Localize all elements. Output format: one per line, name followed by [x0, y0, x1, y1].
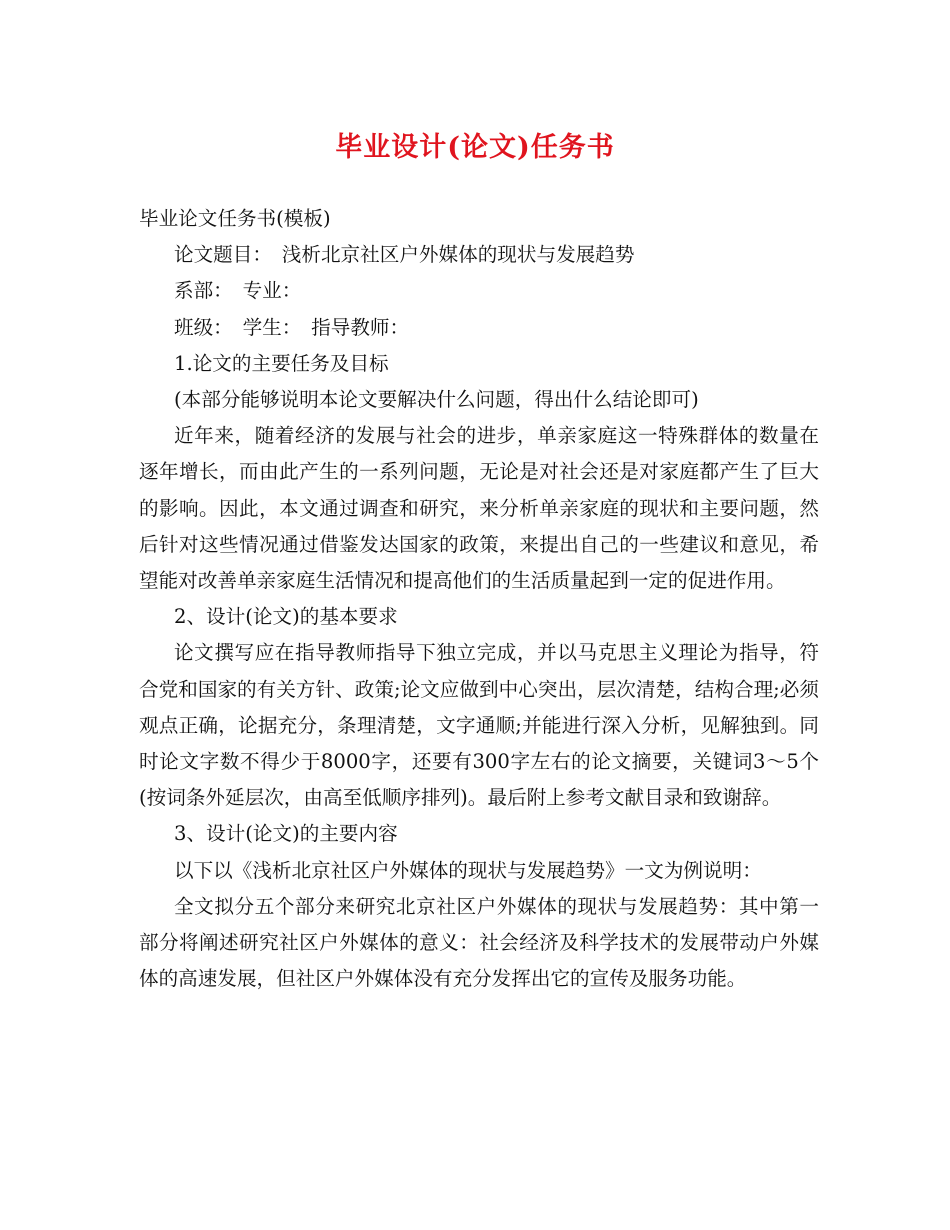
section-heading-3: 3、设计(论文)的主要内容: [174, 822, 398, 846]
document-body: [139, 201, 819, 997]
class-student-advisor-line: 班级： 学生： 指导教师：: [174, 315, 410, 339]
department-major-line: 系部： 专业：: [174, 279, 302, 303]
template-label: 毕业论文任务书(模板): [139, 207, 331, 230]
document-title: 毕业设计(论文)任务书: [335, 132, 615, 163]
section-2-paragraph: 论文撰写应在指导教师指导下独立完成，并以马克思主义理论为指导，符合党和国家的有关方针、政策;论文应做到中心突出，层次清楚，结构合理;必须观点正确，论据充分，条理清楚，文字通顺;并能进行深入分析，见解独到。同时论文字数不得少于8000字，还要有300字左右的论文摘要，关键词3～5个(按词条外延层次，由高至低顺序排列)。最后附上参考文献目录和致谢辞。: [139, 641, 819, 810]
section-3-intro: 以下以《浅析北京社区户外媒体的现状与发展趋势》一文为例说明：: [174, 858, 762, 882]
section-1-note: (本部分能够说明本论文要解决什么问题，得出什么结论即可): [174, 388, 699, 412]
section-heading-2: 2、设计(论文)的基本要求: [174, 605, 398, 629]
section-heading-1: 1.论文的主要任务及目标: [174, 351, 389, 375]
thesis-topic-line: 论文题目： 浅析北京社区户外媒体的现状与发展趋势: [174, 243, 635, 267]
section-3-paragraph: 全文拟分五个部分来研究北京社区户外媒体的现状与发展趋势：其中第一部分将阐述研究社区户外媒体的意义：社会经济及科学技术的发展带动户外媒体的高速发展，但社区户外媒体没有充分发挥出它的宣传及服务功能。: [139, 894, 819, 991]
section-1-paragraph: 近年来，随着经济的发展与社会的进步，单亲家庭这一特殊群体的数量在逐年增长，而由此产生的一系列问题，无论是对社会还是对家庭都产生了巨大的影响。因此，本文通过调查和研究，来分析单亲家庭的现状和主要问题，然后针对这些情况通过借鉴发达国家的政策，来提出自己的一些建议和意见，希望能对改善单亲家庭生活情况和提高他们的生活质量起到一定的促进作用。: [139, 424, 819, 593]
